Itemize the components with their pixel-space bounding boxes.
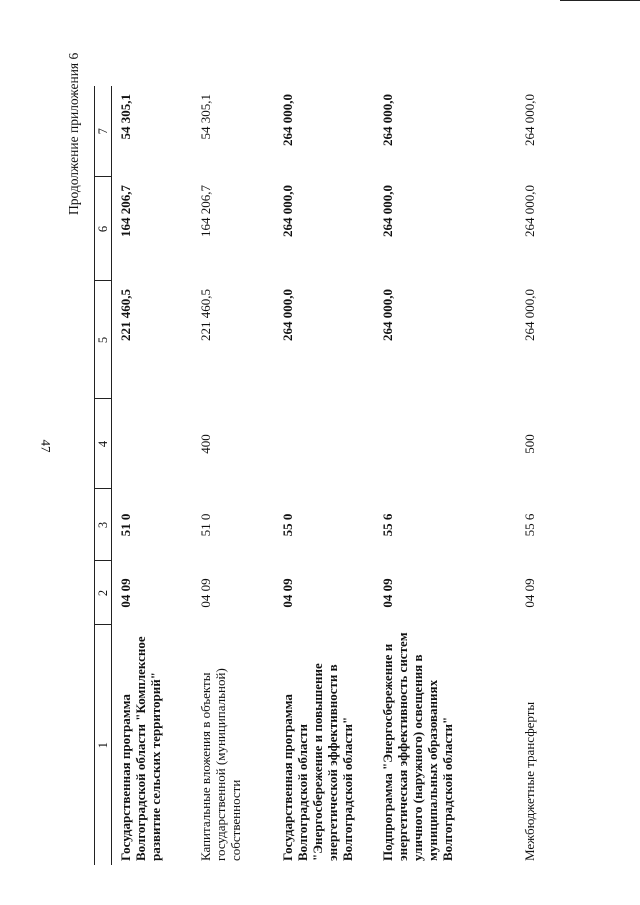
- header-cell: 3: [95, 489, 112, 561]
- table-row: [516, 86, 562, 865]
- page-number: 47: [38, 439, 54, 453]
- target-code: 55 6: [380, 513, 395, 537]
- expense-type: [112, 399, 193, 489]
- section-code: 04 09: [380, 578, 395, 608]
- header-cell: 6: [95, 177, 112, 281]
- program-name: Государственная программа Волгоградской области "Энергосбережение и повышение энергетической эффективности в Волгоградской области": [280, 663, 355, 861]
- header-cell: 4: [95, 399, 112, 489]
- amount-col7: 264 000,0: [280, 94, 295, 146]
- header-row: [95, 86, 112, 865]
- expense-type: [274, 399, 374, 489]
- expense-type: 500: [522, 434, 537, 454]
- header-cell: 5: [95, 281, 112, 399]
- amount-col5: 221 460,5: [198, 289, 213, 341]
- target-code: 51 0: [198, 513, 213, 537]
- program-name: Межбюджетные трансферты: [522, 701, 537, 861]
- amount-col6: 164 206,7: [118, 185, 133, 237]
- header-cell: 2: [95, 561, 112, 625]
- table-row: [112, 86, 193, 865]
- header-cell: 1: [95, 625, 112, 865]
- amount-col6: 264 000,0: [522, 185, 537, 237]
- section-code: 04 09: [118, 578, 133, 608]
- program-name: Государственная программа Волгоградской области "Комплексное развитие сельских территорий": [118, 636, 163, 861]
- section-code: 04 09: [198, 578, 213, 608]
- amount-col5: 264 000,0: [380, 289, 395, 341]
- section-code: 04 09: [522, 578, 537, 608]
- target-code: 55 6: [522, 513, 537, 537]
- amount-col5: 221 460,5: [118, 289, 133, 341]
- amount-col5: 264 000,0: [522, 289, 537, 341]
- amount-col6: 264 000,0: [280, 185, 295, 237]
- target-code: 51 0: [118, 513, 133, 537]
- target-code: 55 0: [280, 513, 295, 537]
- amount-col7: 54 305,1: [198, 94, 213, 140]
- amount-col7: 264 000,0: [380, 94, 395, 146]
- section-code: 04 09: [280, 578, 295, 608]
- amount-col6: 264 000,0: [380, 185, 395, 237]
- table-row: [192, 86, 274, 865]
- header-cell: 7: [95, 86, 112, 177]
- amount-col6: 164 206,7: [198, 185, 213, 237]
- expense-type: [374, 399, 516, 489]
- table-row: [374, 86, 516, 865]
- amount-col7: 264 000,0: [522, 94, 537, 146]
- budget-table: [94, 86, 562, 865]
- table-row: [274, 86, 374, 865]
- expense-type: 400: [198, 434, 213, 454]
- amount-col7: 54 305,1: [118, 94, 133, 140]
- amount-col5: 264 000,0: [280, 289, 295, 341]
- continuation-label: Продолжение приложения 6: [66, 52, 81, 215]
- program-name: Подпрограмма "Энергосбережение и энергетическая эффективность систем уличного (наружного) освещения в муниципальных образованиях Волгоградской области": [380, 632, 455, 861]
- program-name: Капитальные вложения в объекты государственной (муниципальной) собственности: [198, 668, 243, 861]
